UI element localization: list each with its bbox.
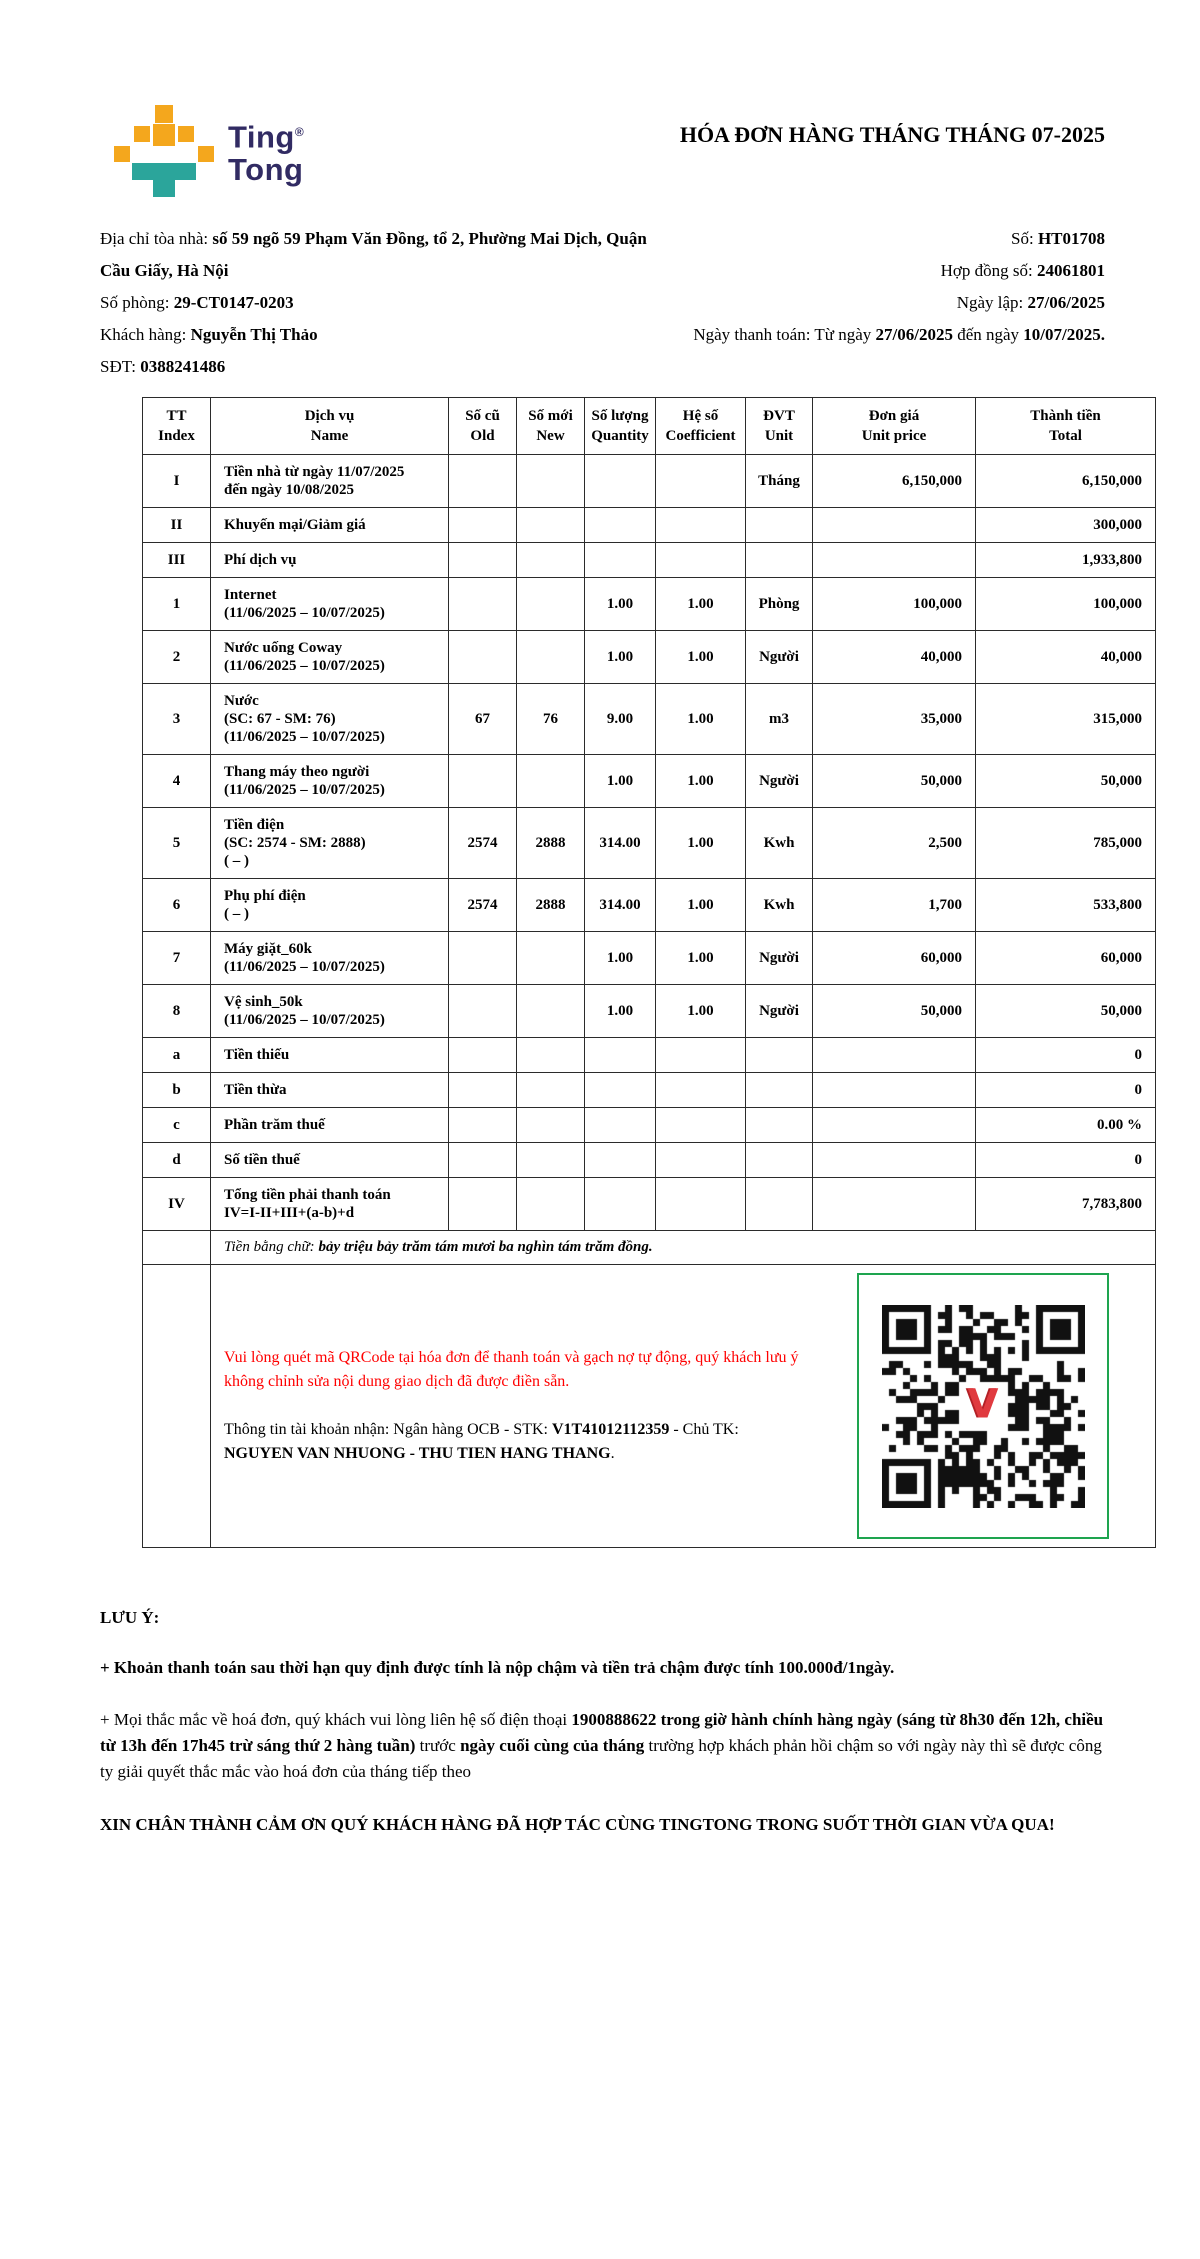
brand-name-line1: Ting (228, 119, 295, 155)
tingtong-logo-icon (114, 105, 214, 197)
table-cell (656, 1108, 746, 1143)
table-cell: 6,150,000 (813, 455, 976, 508)
table-cell (211, 1073, 449, 1108)
table-cell: 35,000 (813, 684, 976, 755)
column-header (976, 398, 1156, 455)
service-name-line: Máy giặt_60k (224, 941, 312, 957)
table-row (143, 684, 1156, 755)
table-cell: 50,000 (976, 755, 1156, 808)
service-name-line: Nước uống Coway (224, 640, 343, 656)
table-cell (746, 1143, 813, 1178)
customer-name (100, 319, 649, 351)
table-cell: 1.00 (656, 578, 746, 631)
text-segment: 27/06/2025 (875, 325, 953, 344)
table-cell (585, 1178, 656, 1231)
table-cell: 2,500 (813, 808, 976, 879)
table-cell: 314.00 (585, 808, 656, 879)
table-cell: 100,000 (813, 578, 976, 631)
column-header-line: Quantity (591, 428, 649, 444)
column-header-line: Thành tiền (1030, 408, 1101, 424)
table-cell: 315,000 (976, 684, 1156, 755)
column-header (211, 398, 449, 455)
payment-qr-row (143, 1265, 1156, 1548)
table-cell (746, 1073, 813, 1108)
column-header-line: Index (158, 428, 195, 444)
tingtong-logo-text (228, 116, 304, 186)
table-cell: a (143, 1038, 211, 1073)
room-number (100, 287, 649, 319)
service-name-line: Tiền thiếu (224, 1047, 290, 1063)
table-cell (449, 1038, 517, 1073)
service-name-line: (11/06/2025 – 10/07/2025) (224, 605, 385, 621)
table-cell: 1,700 (813, 879, 976, 932)
table-cell: 40,000 (813, 631, 976, 684)
column-header (746, 398, 813, 455)
table-cell (585, 1038, 656, 1073)
account-info (224, 1418, 799, 1466)
services-table-body (143, 455, 1156, 1548)
service-name-line: Thang máy theo người (224, 764, 370, 780)
table-cell: 76 (517, 684, 585, 755)
text-segment: đến ngày (952, 325, 1024, 344)
service-name-line: ( – ) (224, 906, 249, 922)
table-cell (517, 543, 585, 578)
column-header-line: ĐVT (763, 408, 795, 424)
table-row (143, 543, 1156, 578)
table-row (143, 1143, 1156, 1178)
table-cell: 100,000 (976, 578, 1156, 631)
table-cell (211, 755, 449, 808)
table-cell: II (143, 508, 211, 543)
column-header-line: Dịch vụ (304, 408, 355, 424)
amount-in-words (211, 1231, 1156, 1265)
table-cell (656, 508, 746, 543)
table-cell (517, 1143, 585, 1178)
table-cell: 67 (449, 684, 517, 755)
table-cell: 2574 (449, 808, 517, 879)
late-payment-note: + Khoản thanh toán sau thời hạn quy định được tính là nộp chậm và tiền trả chậm được tính 100.000đ/1ngày. (100, 1658, 895, 1677)
table-cell (517, 455, 585, 508)
table-cell: 314.00 (585, 879, 656, 932)
table-cell (585, 1143, 656, 1178)
text-segment: Nguyễn Thị Thảo (190, 325, 318, 344)
text-segment: HT01708 (1037, 229, 1105, 248)
table-cell (449, 1108, 517, 1143)
column-header-line: Coefficient (665, 428, 736, 444)
table-row (143, 631, 1156, 684)
table-cell (517, 985, 585, 1038)
table-cell: 1.00 (585, 932, 656, 985)
table-cell: 0 (976, 1073, 1156, 1108)
table-cell (211, 879, 449, 932)
table-cell (211, 932, 449, 985)
table-cell: Người (746, 985, 813, 1038)
table-row (143, 455, 1156, 508)
table-cell (449, 631, 517, 684)
text-segment: Ngày thanh toán: Từ ngày (693, 325, 876, 344)
table-cell: 0.00 % (976, 1108, 1156, 1143)
service-name-line: ( – ) (224, 853, 249, 869)
table-cell (813, 1038, 976, 1073)
text-segment: ngày cuối cùng của tháng (460, 1736, 645, 1755)
service-name-line: (SC: 2574 - SM: 2888) (224, 835, 366, 851)
table-cell (813, 1178, 976, 1231)
service-name-line: Phần trăm thuế (224, 1117, 325, 1133)
table-row (143, 1178, 1156, 1231)
table-cell (813, 1143, 976, 1178)
column-header-line: Số mới (528, 408, 573, 424)
text-segment: NGUYEN VAN NHUONG - THU TIEN HANG THANG (224, 1445, 611, 1462)
invoice-title: HÓA ĐƠN HÀNG THÁNG THÁNG 07-2025 (679, 122, 1105, 147)
table-row (143, 985, 1156, 1038)
table-cell: IV (143, 1178, 211, 1231)
service-name-line: (11/06/2025 – 10/07/2025) (224, 782, 385, 798)
table-cell: 60,000 (813, 932, 976, 985)
services-table-header (143, 398, 1156, 455)
service-name-line: (11/06/2025 – 10/07/2025) (224, 1012, 385, 1028)
table-cell: 7 (143, 932, 211, 985)
table-cell: Người (746, 631, 813, 684)
table-row (143, 1073, 1156, 1108)
table-cell (585, 1108, 656, 1143)
table-cell: 60,000 (976, 932, 1156, 985)
table-cell-empty (143, 1231, 211, 1265)
service-name-line: Tiền nhà từ ngày 11/07/2025 (224, 464, 405, 480)
amount-in-words-row (143, 1231, 1156, 1265)
service-name-line: (11/06/2025 – 10/07/2025) (224, 658, 385, 674)
column-header (656, 398, 746, 455)
payment-cell (211, 1265, 1156, 1548)
text-segment: Hợp đồng số: (940, 261, 1037, 280)
invoice-number (649, 223, 1105, 255)
table-cell (656, 1178, 746, 1231)
table-cell (211, 578, 449, 631)
table-cell: 5 (143, 808, 211, 879)
invoice-header (100, 105, 1155, 197)
table-cell: Kwh (746, 808, 813, 879)
text-segment: Khách hàng: (100, 325, 191, 344)
service-name-line: (SC: 67 - SM: 76) (224, 711, 336, 727)
table-cell: 1.00 (585, 755, 656, 808)
table-cell (449, 508, 517, 543)
issue-date (649, 287, 1105, 319)
table-row (143, 508, 1156, 543)
table-cell (813, 543, 976, 578)
column-header-line: Số cũ (465, 408, 500, 424)
column-header-line: Hệ số (682, 408, 719, 424)
table-cell: 50,000 (813, 985, 976, 1038)
table-cell (449, 932, 517, 985)
text-segment: 1900888622 trong giờ hành chính hàng ngày (sáng từ 8h30 đến 12h, chiều từ 13h đến 17h45 trừ sáng thứ 2 hàng tuần) (100, 1710, 1104, 1755)
table-cell: 2574 (449, 879, 517, 932)
table-cell (746, 1038, 813, 1073)
column-header (517, 398, 585, 455)
table-cell (585, 508, 656, 543)
table-cell (746, 1178, 813, 1231)
hotline-note (100, 1707, 1105, 1785)
text-segment: 0388241486 (140, 357, 226, 376)
table-cell (517, 631, 585, 684)
text-segment: 27/06/2025 (1027, 293, 1105, 312)
invoice-footer (100, 1608, 1155, 1838)
text-segment: SĐT: (100, 357, 141, 376)
table-cell (656, 1038, 746, 1073)
invoice-meta (649, 223, 1105, 383)
table-cell: Người (746, 755, 813, 808)
table-cell (449, 1178, 517, 1231)
table-cell: Kwh (746, 879, 813, 932)
invoice-info (100, 223, 1155, 383)
thank-you-message: XIN CHÂN THÀNH CẢM ƠN QUÝ KHÁCH HÀNG ĐÃ HỢP TÁC CÙNG TINGTONG TRONG SUỐT THỜI GIAN VỪA QUA! (100, 1815, 1055, 1834)
text-segment: trước (415, 1736, 461, 1755)
table-cell (656, 1143, 746, 1178)
registered-mark: ® (294, 124, 305, 139)
table-cell: 6,150,000 (976, 455, 1156, 508)
table-cell (746, 1108, 813, 1143)
table-cell (656, 1073, 746, 1108)
table-cell (211, 1178, 449, 1231)
table-cell: 533,800 (976, 879, 1156, 932)
table-cell (585, 1073, 656, 1108)
table-cell (813, 508, 976, 543)
table-cell (449, 755, 517, 808)
table-cell (211, 1143, 449, 1178)
tingtong-logo (114, 105, 304, 197)
table-cell: 1.00 (656, 879, 746, 932)
column-header-line: New (536, 428, 565, 444)
table-cell: 1.00 (585, 578, 656, 631)
column-header (585, 398, 656, 455)
text-segment: - Chủ TK: (669, 1421, 739, 1438)
brand-name-line2: Tong (228, 152, 304, 188)
table-cell (449, 1073, 517, 1108)
column-header-line: Total (1049, 428, 1082, 444)
table-cell (211, 1108, 449, 1143)
table-row (143, 1108, 1156, 1143)
text-segment: 29-CT0147-0203 (173, 293, 294, 312)
services-table (142, 397, 1156, 1548)
table-cell (656, 455, 746, 508)
column-header (813, 398, 976, 455)
contract-number (649, 255, 1105, 287)
text-segment: Thông tin tài khoản nhận: Ngân hàng OCB - STK: (224, 1421, 552, 1438)
service-name-line: Phụ phí điện (224, 888, 306, 904)
table-cell: Người (746, 932, 813, 985)
table-cell: 785,000 (976, 808, 1156, 879)
text-segment: Ngày lập: (956, 293, 1028, 312)
table-cell: 1 (143, 578, 211, 631)
table-cell: III (143, 543, 211, 578)
vietqr-code (857, 1273, 1109, 1539)
service-name-line: Nước (224, 693, 259, 709)
table-cell: 1.00 (656, 684, 746, 755)
text-segment: Số phòng: (100, 293, 174, 312)
payment-period (649, 319, 1105, 351)
table-cell: 2 (143, 631, 211, 684)
table-cell (517, 508, 585, 543)
customer-phone (100, 351, 649, 383)
table-cell (517, 1108, 585, 1143)
table-cell (656, 543, 746, 578)
service-name-line: (11/06/2025 – 10/07/2025) (224, 729, 385, 745)
table-cell: 1.00 (656, 808, 746, 879)
table-cell (517, 755, 585, 808)
service-name-line: Tổng tiền phải thanh toán (224, 1187, 391, 1203)
column-header-line: Name (310, 428, 349, 444)
table-cell: 1.00 (656, 932, 746, 985)
table-cell (211, 543, 449, 578)
service-name-line: (11/06/2025 – 10/07/2025) (224, 959, 385, 975)
table-cell: 2888 (517, 808, 585, 879)
table-cell: 7,783,800 (976, 1178, 1156, 1231)
table-cell: 1.00 (585, 985, 656, 1038)
payment-instructions (224, 1346, 799, 1466)
column-header-line: Số lượng (591, 408, 649, 424)
table-cell: b (143, 1073, 211, 1108)
table-cell: Phòng (746, 578, 813, 631)
table-row (143, 808, 1156, 879)
table-cell: Tháng (746, 455, 813, 508)
table-cell (813, 1073, 976, 1108)
text-segment: 24061801 (1037, 261, 1105, 280)
table-cell (211, 684, 449, 755)
table-row (143, 578, 1156, 631)
table-cell: 0 (976, 1038, 1156, 1073)
column-header-line: Unit (764, 428, 794, 444)
table-cell: I (143, 455, 211, 508)
table-cell (211, 985, 449, 1038)
table-cell: 4 (143, 755, 211, 808)
column-header (449, 398, 517, 455)
service-name-line: đến ngày 10/08/2025 (224, 482, 355, 498)
table-cell: 1.00 (585, 631, 656, 684)
table-cell (517, 1178, 585, 1231)
text-segment: . (610, 1445, 615, 1462)
table-cell (449, 1143, 517, 1178)
table-cell (211, 808, 449, 879)
table-cell: 1.00 (656, 631, 746, 684)
text-segment: Tiền bằng chữ: (224, 1239, 319, 1255)
service-name-line: IV=I-II+III+(a-b)+d (224, 1205, 355, 1221)
notes-heading: LƯU Ý: (100, 1608, 160, 1627)
table-cell (211, 508, 449, 543)
table-cell (517, 578, 585, 631)
table-cell: 300,000 (976, 508, 1156, 543)
table-cell: 6 (143, 879, 211, 932)
table-cell (517, 1038, 585, 1073)
table-cell (449, 578, 517, 631)
table-cell-empty (143, 1265, 211, 1548)
text-segment: V1T41012112359 (551, 1421, 670, 1438)
service-name-line: Vệ sinh_50k (224, 994, 303, 1010)
table-cell (746, 543, 813, 578)
customer-info (100, 223, 649, 383)
service-name-line: Internet (224, 587, 277, 603)
table-cell: 0 (976, 1143, 1156, 1178)
table-row (143, 755, 1156, 808)
service-name-line: Số tiền thuế (224, 1152, 300, 1168)
table-cell (813, 1108, 976, 1143)
header-row (143, 398, 1156, 455)
qr-notice-red: Vui lòng quét mã QRCode tại hóa đơn để thanh toán và gạch nợ tự động, quý khách lưu ý không chỉnh sửa nội dung giao dịch đã được điền sẵn. (224, 1349, 799, 1390)
column-header (143, 398, 211, 455)
text-segment: Số: (1011, 229, 1038, 248)
column-header-line: Old (470, 428, 495, 444)
table-row (143, 1038, 1156, 1073)
table-cell: 1.00 (656, 985, 746, 1038)
table-cell (449, 455, 517, 508)
table-cell: m3 (746, 684, 813, 755)
vietqr-v-icon: V (967, 1381, 999, 1428)
column-header-line: TT (166, 408, 187, 424)
column-header-line: Unit price (861, 428, 927, 444)
table-cell: 2888 (517, 879, 585, 932)
table-cell: 8 (143, 985, 211, 1038)
table-cell: 3 (143, 684, 211, 755)
service-name-line: Khuyến mại/Giảm giá (224, 517, 366, 533)
table-cell (211, 631, 449, 684)
table-cell: d (143, 1143, 211, 1178)
table-cell (517, 1073, 585, 1108)
table-cell: 50,000 (976, 985, 1156, 1038)
table-cell (585, 543, 656, 578)
table-cell (517, 932, 585, 985)
table-cell (585, 455, 656, 508)
service-name-line: Tiền thừa (224, 1082, 287, 1098)
text-segment: + Mọi thắc mắc về hoá đơn, quý khách vui lòng liên hệ số điện thoại (100, 1710, 572, 1729)
table-cell: 50,000 (813, 755, 976, 808)
table-row (143, 879, 1156, 932)
table-cell: 1.00 (656, 755, 746, 808)
table-cell: 40,000 (976, 631, 1156, 684)
building-address (100, 223, 649, 287)
table-row (143, 932, 1156, 985)
table-cell (449, 985, 517, 1038)
table-cell (449, 543, 517, 578)
service-name-line: Tiền điện (224, 817, 285, 833)
text-segment: trường hợp khách phản hồi chậm so với ngày này thì sẽ được công ty giải quyết thắc mắc vào hoá đơn của tháng tiếp theo (100, 1736, 1102, 1781)
text-segment: số 59 ngõ 59 Phạm Văn Đồng, tổ 2, Phường Mai Dịch, Quận Cầu Giấy, Hà Nội (100, 229, 647, 280)
text-segment: 10/07/2025. (1023, 325, 1105, 344)
table-cell: 1,933,800 (976, 543, 1156, 578)
table-cell (746, 508, 813, 543)
column-header-line: Đơn giá (868, 408, 920, 424)
table-cell (211, 455, 449, 508)
service-name-line: Phí dịch vụ (224, 552, 297, 568)
table-cell: c (143, 1108, 211, 1143)
text-segment: bảy triệu bảy trăm tám mươi ba nghìn tám trăm đồng. (318, 1239, 653, 1255)
table-cell: 9.00 (585, 684, 656, 755)
table-cell (211, 1038, 449, 1073)
text-segment: Địa chỉ tòa nhà: (100, 229, 213, 248)
